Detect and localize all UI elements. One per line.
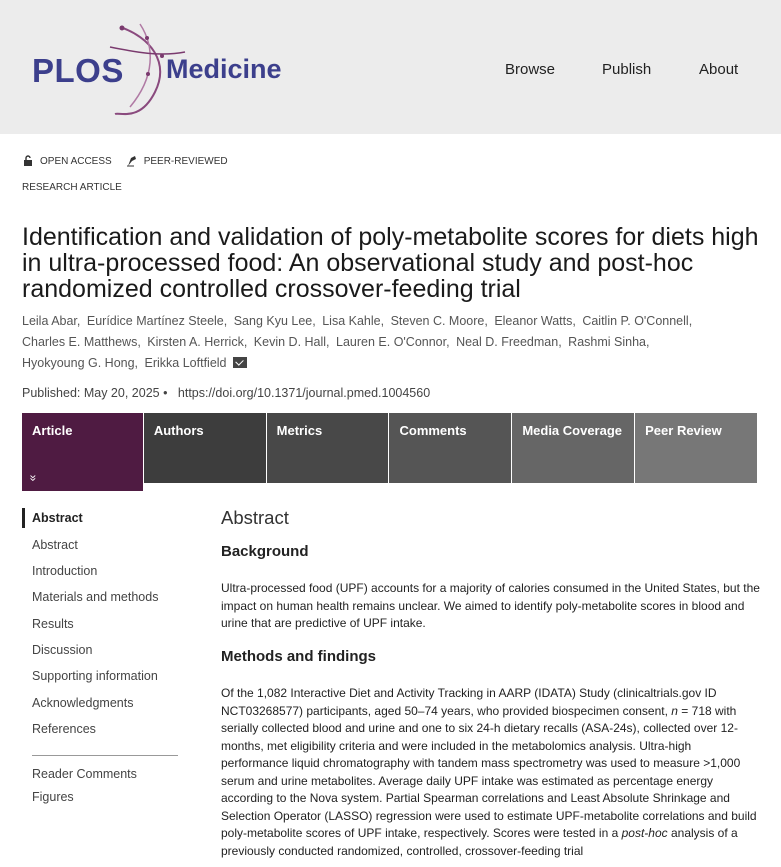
publication-info: Published: May 20, 2025 • https://doi.org/10.1371/journal.pmed.1004560 <box>22 386 431 400</box>
tab-comments[interactable]: Comments <box>389 413 511 483</box>
author-name[interactable]: Eleanor Watts, <box>494 314 576 328</box>
author-name[interactable]: Leila Abar, <box>22 314 81 328</box>
nav-about[interactable]: About <box>699 61 739 78</box>
author-list <box>22 311 742 374</box>
sidebar-item-discussion[interactable]: Discussion <box>32 643 93 657</box>
sidebar-item-references[interactable]: References <box>32 722 96 736</box>
email-icon[interactable] <box>233 357 247 368</box>
author-name[interactable]: Rashmi Sinha, <box>568 335 650 349</box>
tab-article[interactable]: Article <box>22 413 143 491</box>
sidebar-item-figures[interactable]: Figures <box>32 790 74 804</box>
logo-journal-text: Medicine <box>166 54 282 84</box>
article-badges <box>22 155 228 167</box>
sidebar-item-results[interactable]: Results <box>32 617 74 631</box>
sidebar-item-reader-comments[interactable]: Reader Comments <box>32 767 137 781</box>
published-date: Published: May 20, 2025 <box>22 386 160 400</box>
sidebar-item-acknowledgments[interactable]: Acknowledgments <box>32 696 134 710</box>
article-title: Identification and validation of poly-metabolite scores for diets high in ultra-processed food: An observational study and post-hoc randomized controlled crossover-feeding trial <box>22 223 759 303</box>
site-header <box>0 0 781 134</box>
author-name[interactable]: Sang Kyu Lee, <box>233 314 316 328</box>
abstract-heading: Abstract <box>221 507 289 528</box>
author-name[interactable]: Lauren E. O'Connor, <box>336 335 450 349</box>
author-name[interactable]: Caitlin P. O'Connell, <box>582 314 693 328</box>
author-name[interactable]: Kevin D. Hall, <box>253 335 330 349</box>
tab-media-coverage[interactable]: Media Coverage <box>512 413 634 483</box>
sidebar-item-methods[interactable]: Materials and methods <box>32 590 159 604</box>
doi-link[interactable]: https://doi.org/10.1371/journal.pmed.1004560 <box>177 386 431 400</box>
sidebar-divider <box>32 755 178 756</box>
peer-reviewed-icon <box>126 155 138 167</box>
logo-plos-text: PLOS <box>32 52 124 89</box>
tab-metrics[interactable]: Metrics <box>267 413 389 483</box>
author-name[interactable]: Hyokyoung G. Hong, <box>22 356 139 370</box>
tab-peer-review[interactable]: Peer Review <box>635 413 757 483</box>
author-name[interactable]: Lisa Kahle, <box>322 314 385 328</box>
tab-authors[interactable]: Authors <box>144 413 266 483</box>
author-name[interactable]: Charles E. Matthews, <box>22 335 141 349</box>
chevron-down-icon[interactable]: » <box>26 474 41 482</box>
nav-publish[interactable]: Publish <box>602 61 652 78</box>
sidebar-item-introduction[interactable]: Introduction <box>32 564 98 578</box>
open-access-label[interactable]: OPEN ACCESS <box>40 155 112 167</box>
methods-heading: Methods and findings <box>221 648 376 665</box>
author-name[interactable]: Eurídice Martínez Steele, <box>86 314 228 328</box>
sidebar-item-abstract[interactable]: Abstract <box>32 538 78 552</box>
background-heading: Background <box>221 543 309 560</box>
article-tabs <box>22 413 757 483</box>
nav-browse[interactable]: Browse <box>505 61 556 78</box>
author-name[interactable]: Neal D. Freedman, <box>456 335 562 349</box>
background-text: Ultra-processed food (UPF) accounts for a majority of calories consumed in the United States, but the impact on human health remains unclear. We aimed to identify poly-metabolite scores in blood and urine that are predictive of UPF intake. <box>221 581 760 630</box>
sidebar-item-supporting[interactable]: Supporting information <box>32 669 158 683</box>
peer-reviewed-label[interactable]: PEER-REVIEWED <box>143 155 228 167</box>
plos-medicine-logo[interactable] <box>30 22 300 117</box>
methods-text: Of the 1,082 Interactive Diet and Activity Tracking in AARP (IDATA) Study (clinicaltrials.gov ID NCT03268577) participants, aged 50–74 years, who provided biospecimen consent, n = 718 with serially collected blood and urine and one to six 24-h dietary recalls (ASA-24s), collected over 12-months, met eligibility criteria and were included in the metabolomics analysis. Ultra-high performance liquid chromatography with tandem mass spectrometry was used to measure >1,000 serum and urine metabolites. Average daily UPF intake was estimated as percentage energy according to the Nova system. Partial Spearman correlations and Least Absolute Shrinkage and Selection Operator (LASSO) regression were used to estimate UPF-metabolite correlations and build poly-metabolite scores of UPF intake, respectively. Scores were tested in a post-hoc analysis of a previously conducted randomized, controlled, crossover-feeding trial <box>221 686 757 858</box>
author-name[interactable]: Erikka Loftfield <box>144 356 227 370</box>
sidebar-item-active[interactable]: Abstract <box>22 508 83 528</box>
article-type: RESEARCH ARTICLE <box>22 182 122 193</box>
author-name[interactable]: Steven C. Moore, <box>390 314 488 328</box>
open-lock-icon <box>22 155 34 167</box>
author-name[interactable]: Kirsten A. Herrick, <box>147 335 248 349</box>
